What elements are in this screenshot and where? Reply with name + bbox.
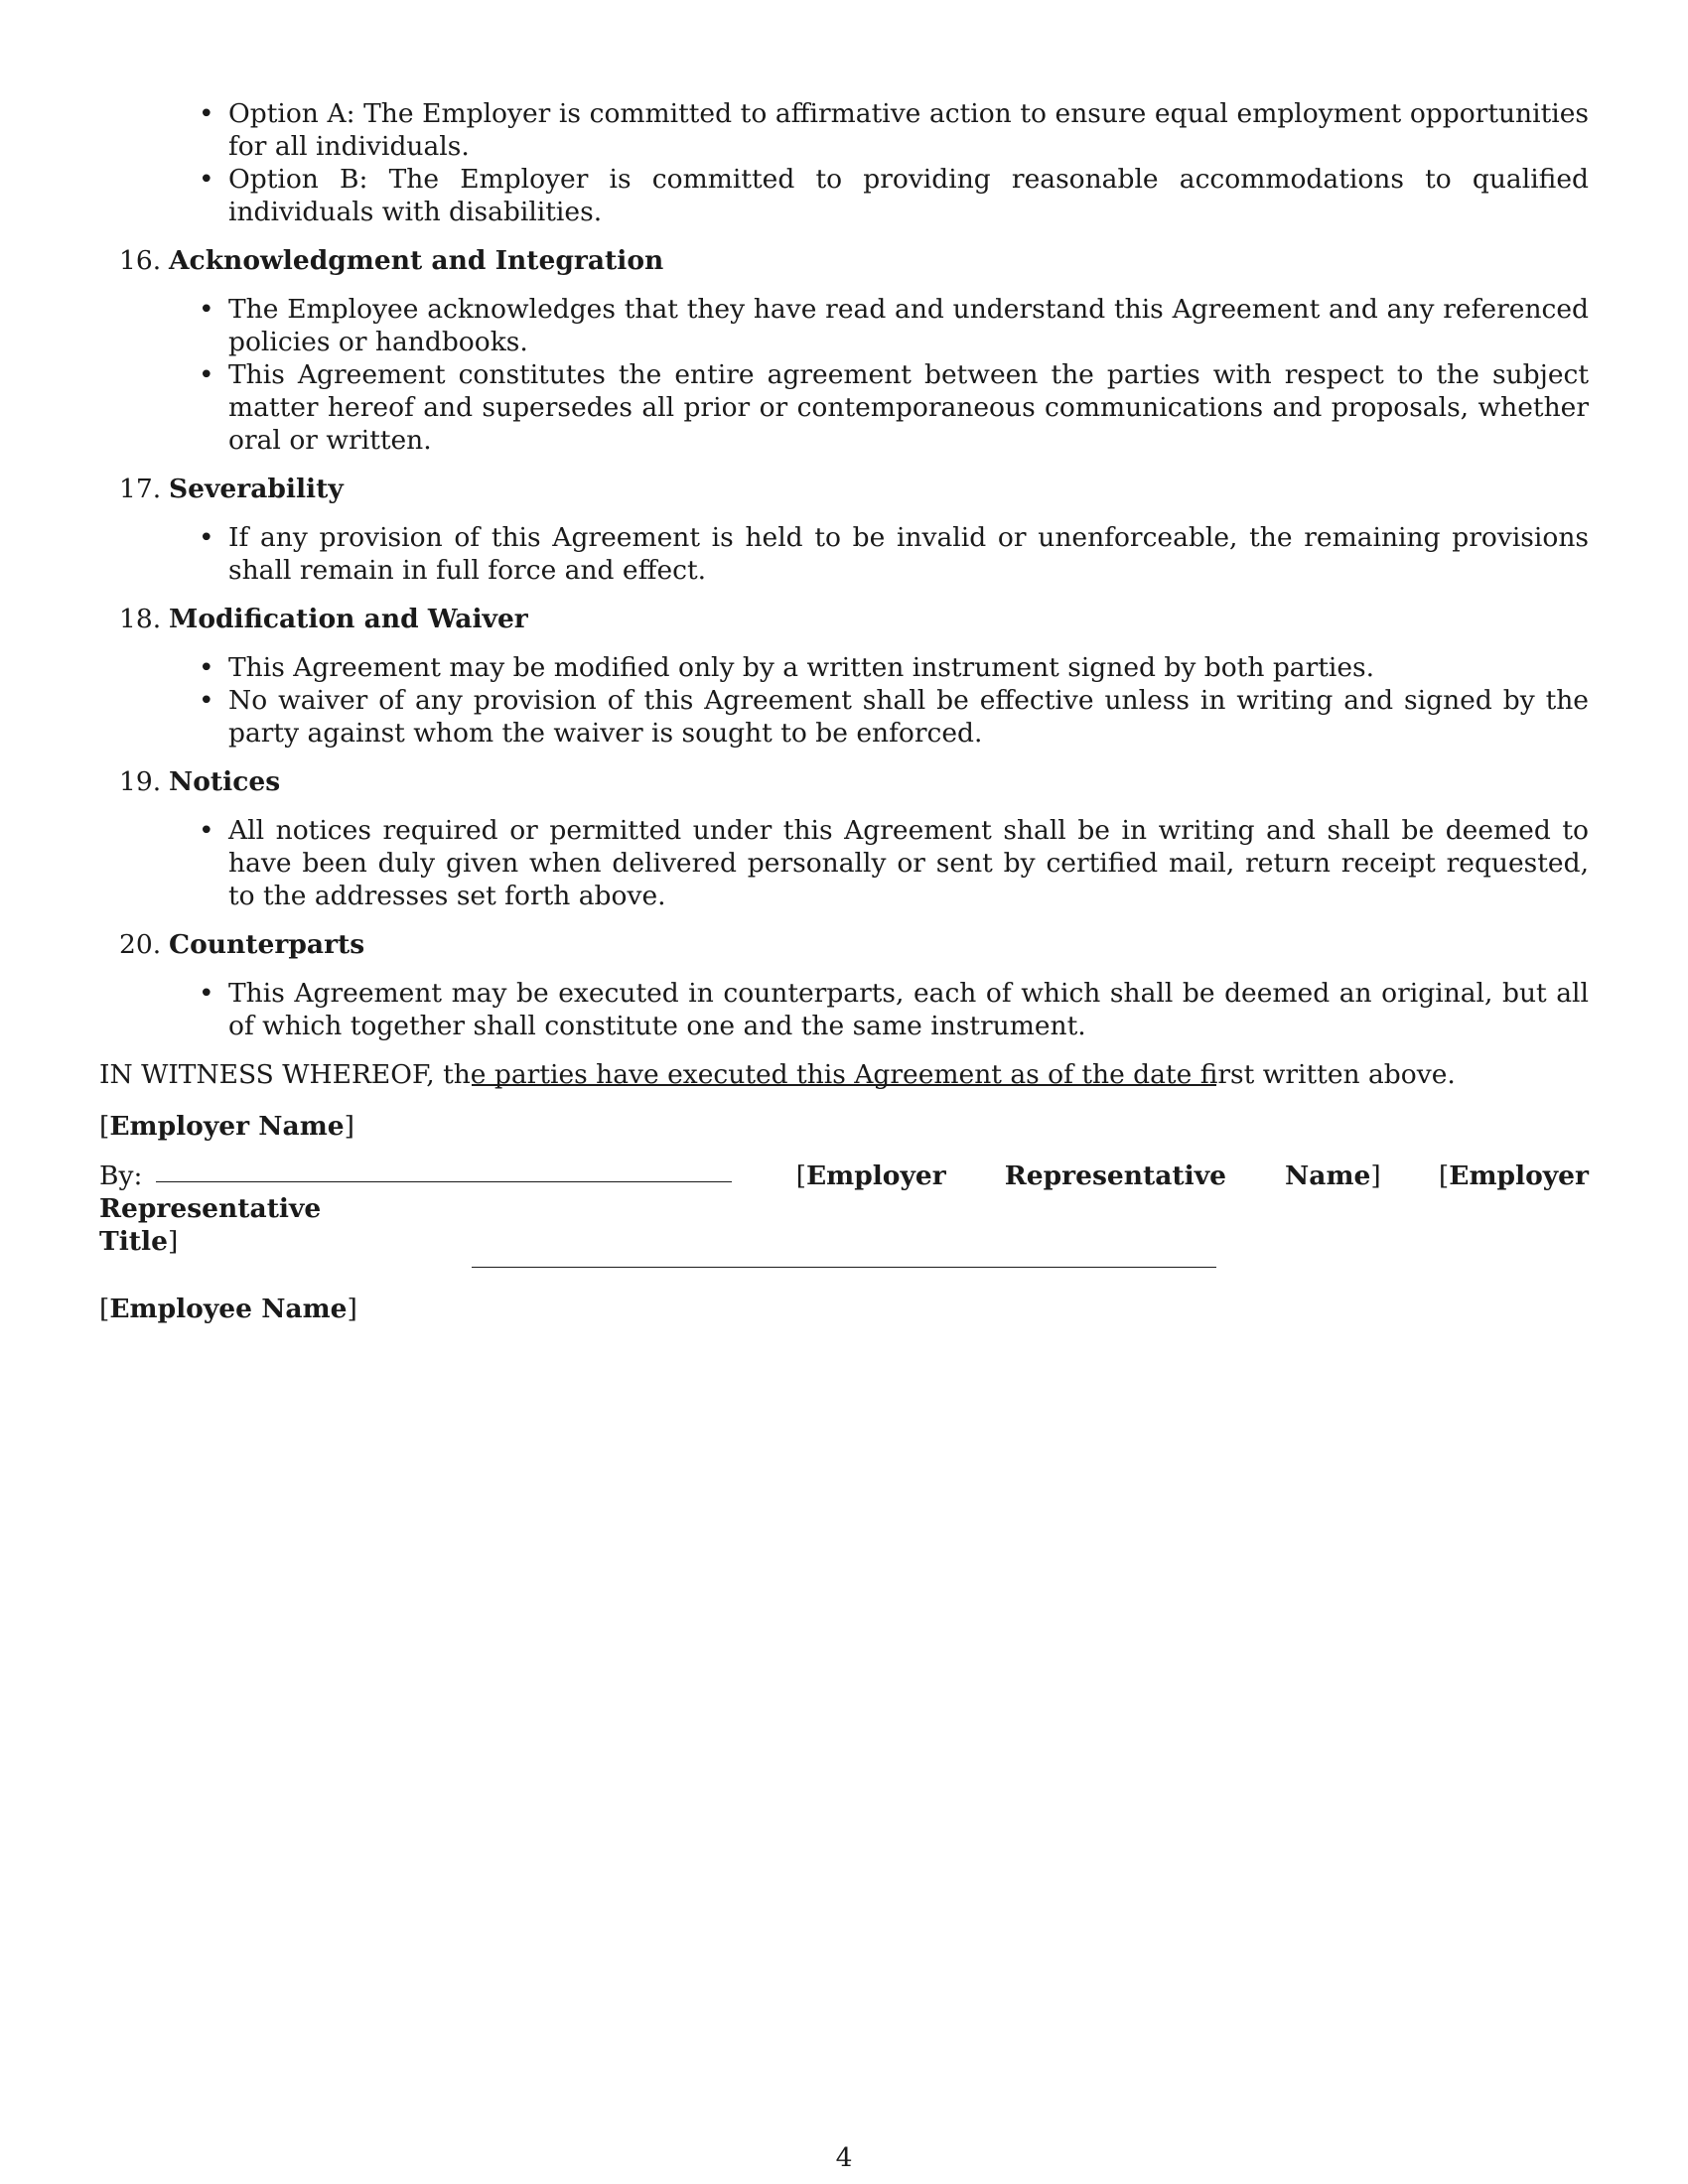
section-heading xyxy=(99,765,1589,798)
employee-name-label: [Employee Name] xyxy=(99,1294,357,1324)
document-body xyxy=(99,97,1589,1091)
section-number: 19. xyxy=(119,766,162,797)
intro-bullet-item: • Option A: The Employer is committed to affirmative action to ensure equal employment opportunities for all individuals. xyxy=(99,97,1589,163)
intro-bullet-list xyxy=(99,97,1589,228)
section-bullet-item: • No waiver of any provision of this Agreement shall be effective unless in writing and signed by the party against whom the waiver is sought to be enforced. xyxy=(99,684,1589,750)
section-bullet-item: • The Employee acknowledges that they have read and understand this Agreement and any referenced policies or handbooks. xyxy=(99,293,1589,358)
section-title: Severability xyxy=(169,474,344,504)
section-bullet-item: • This Agreement may be executed in counterparts, each of which shall be deemed an original, but all of which together shall constitute one and the same instrument. xyxy=(99,977,1589,1042)
sections-container xyxy=(99,244,1589,1042)
employer-name-label: [Employer Name] xyxy=(99,1111,354,1142)
section-heading xyxy=(99,473,1589,505)
section-bullet-item: • This Agreement may be modified only by a written instrument signed by both parties. xyxy=(99,651,1589,684)
section-number: 16. xyxy=(119,245,162,276)
section-number: 18. xyxy=(119,604,162,634)
section-title: Notices xyxy=(169,766,281,797)
section-title: Counterparts xyxy=(169,929,365,960)
by-label: By: xyxy=(99,1160,143,1191)
employer-signature-line xyxy=(472,1084,1216,1086)
section-number: 17. xyxy=(119,474,162,504)
section xyxy=(99,603,1589,750)
section-bullet-item: • All notices required or permitted under this Agreement shall be in writing and shall be deemed to have been duly given when delivered personally or sent by certified mail, return receipt requested, to the addresses set forth above. xyxy=(99,814,1589,912)
section-bullet-list xyxy=(99,977,1589,1042)
rep-name: Employer Representative Name xyxy=(805,1160,1371,1191)
section xyxy=(99,473,1589,587)
employee-signature-line xyxy=(472,1267,1216,1268)
section-bullet-list xyxy=(99,293,1589,457)
page-number: 4 xyxy=(835,2142,853,2173)
section-number: 20. xyxy=(119,929,162,960)
employer-by-line: By: [Employer Representative Name] [Employer Representative Title] xyxy=(99,1160,1589,1257)
section-heading xyxy=(99,928,1589,961)
section-bullet-list xyxy=(99,814,1589,912)
by-signature-blank xyxy=(156,1180,732,1182)
section xyxy=(99,928,1589,1042)
witness-clause: IN WITNESS WHEREOF, the parties have executed this Agreement as of the date first written above. xyxy=(99,1059,1456,1090)
section xyxy=(99,244,1589,457)
intro-bullet-item: • Option B: The Employer is committed to providing reasonable accommodations to qualified individuals with disabilities. xyxy=(99,163,1589,228)
section-bullet-item: • If any provision of this Agreement is held to be invalid or unenforceable, the remaining provisions shall remain in full force and effect. xyxy=(99,521,1589,587)
section-title: Acknowledgment and Integration xyxy=(169,245,664,276)
section-heading xyxy=(99,603,1589,635)
section-bullet-item: • This Agreement constitutes the entire agreement between the parties with respect to the subject matter hereof and supersedes all prior or contemporaneous communications and proposals, whether oral or written. xyxy=(99,358,1589,457)
rep-title-part1: Employer Representative xyxy=(99,1160,1589,1224)
section-bullet-list xyxy=(99,521,1589,587)
section xyxy=(99,765,1589,912)
section-heading xyxy=(99,244,1589,277)
section-title: Modification and Waiver xyxy=(169,604,528,634)
section-bullet-list xyxy=(99,651,1589,750)
rep-title-part2: Title xyxy=(99,1226,168,1257)
